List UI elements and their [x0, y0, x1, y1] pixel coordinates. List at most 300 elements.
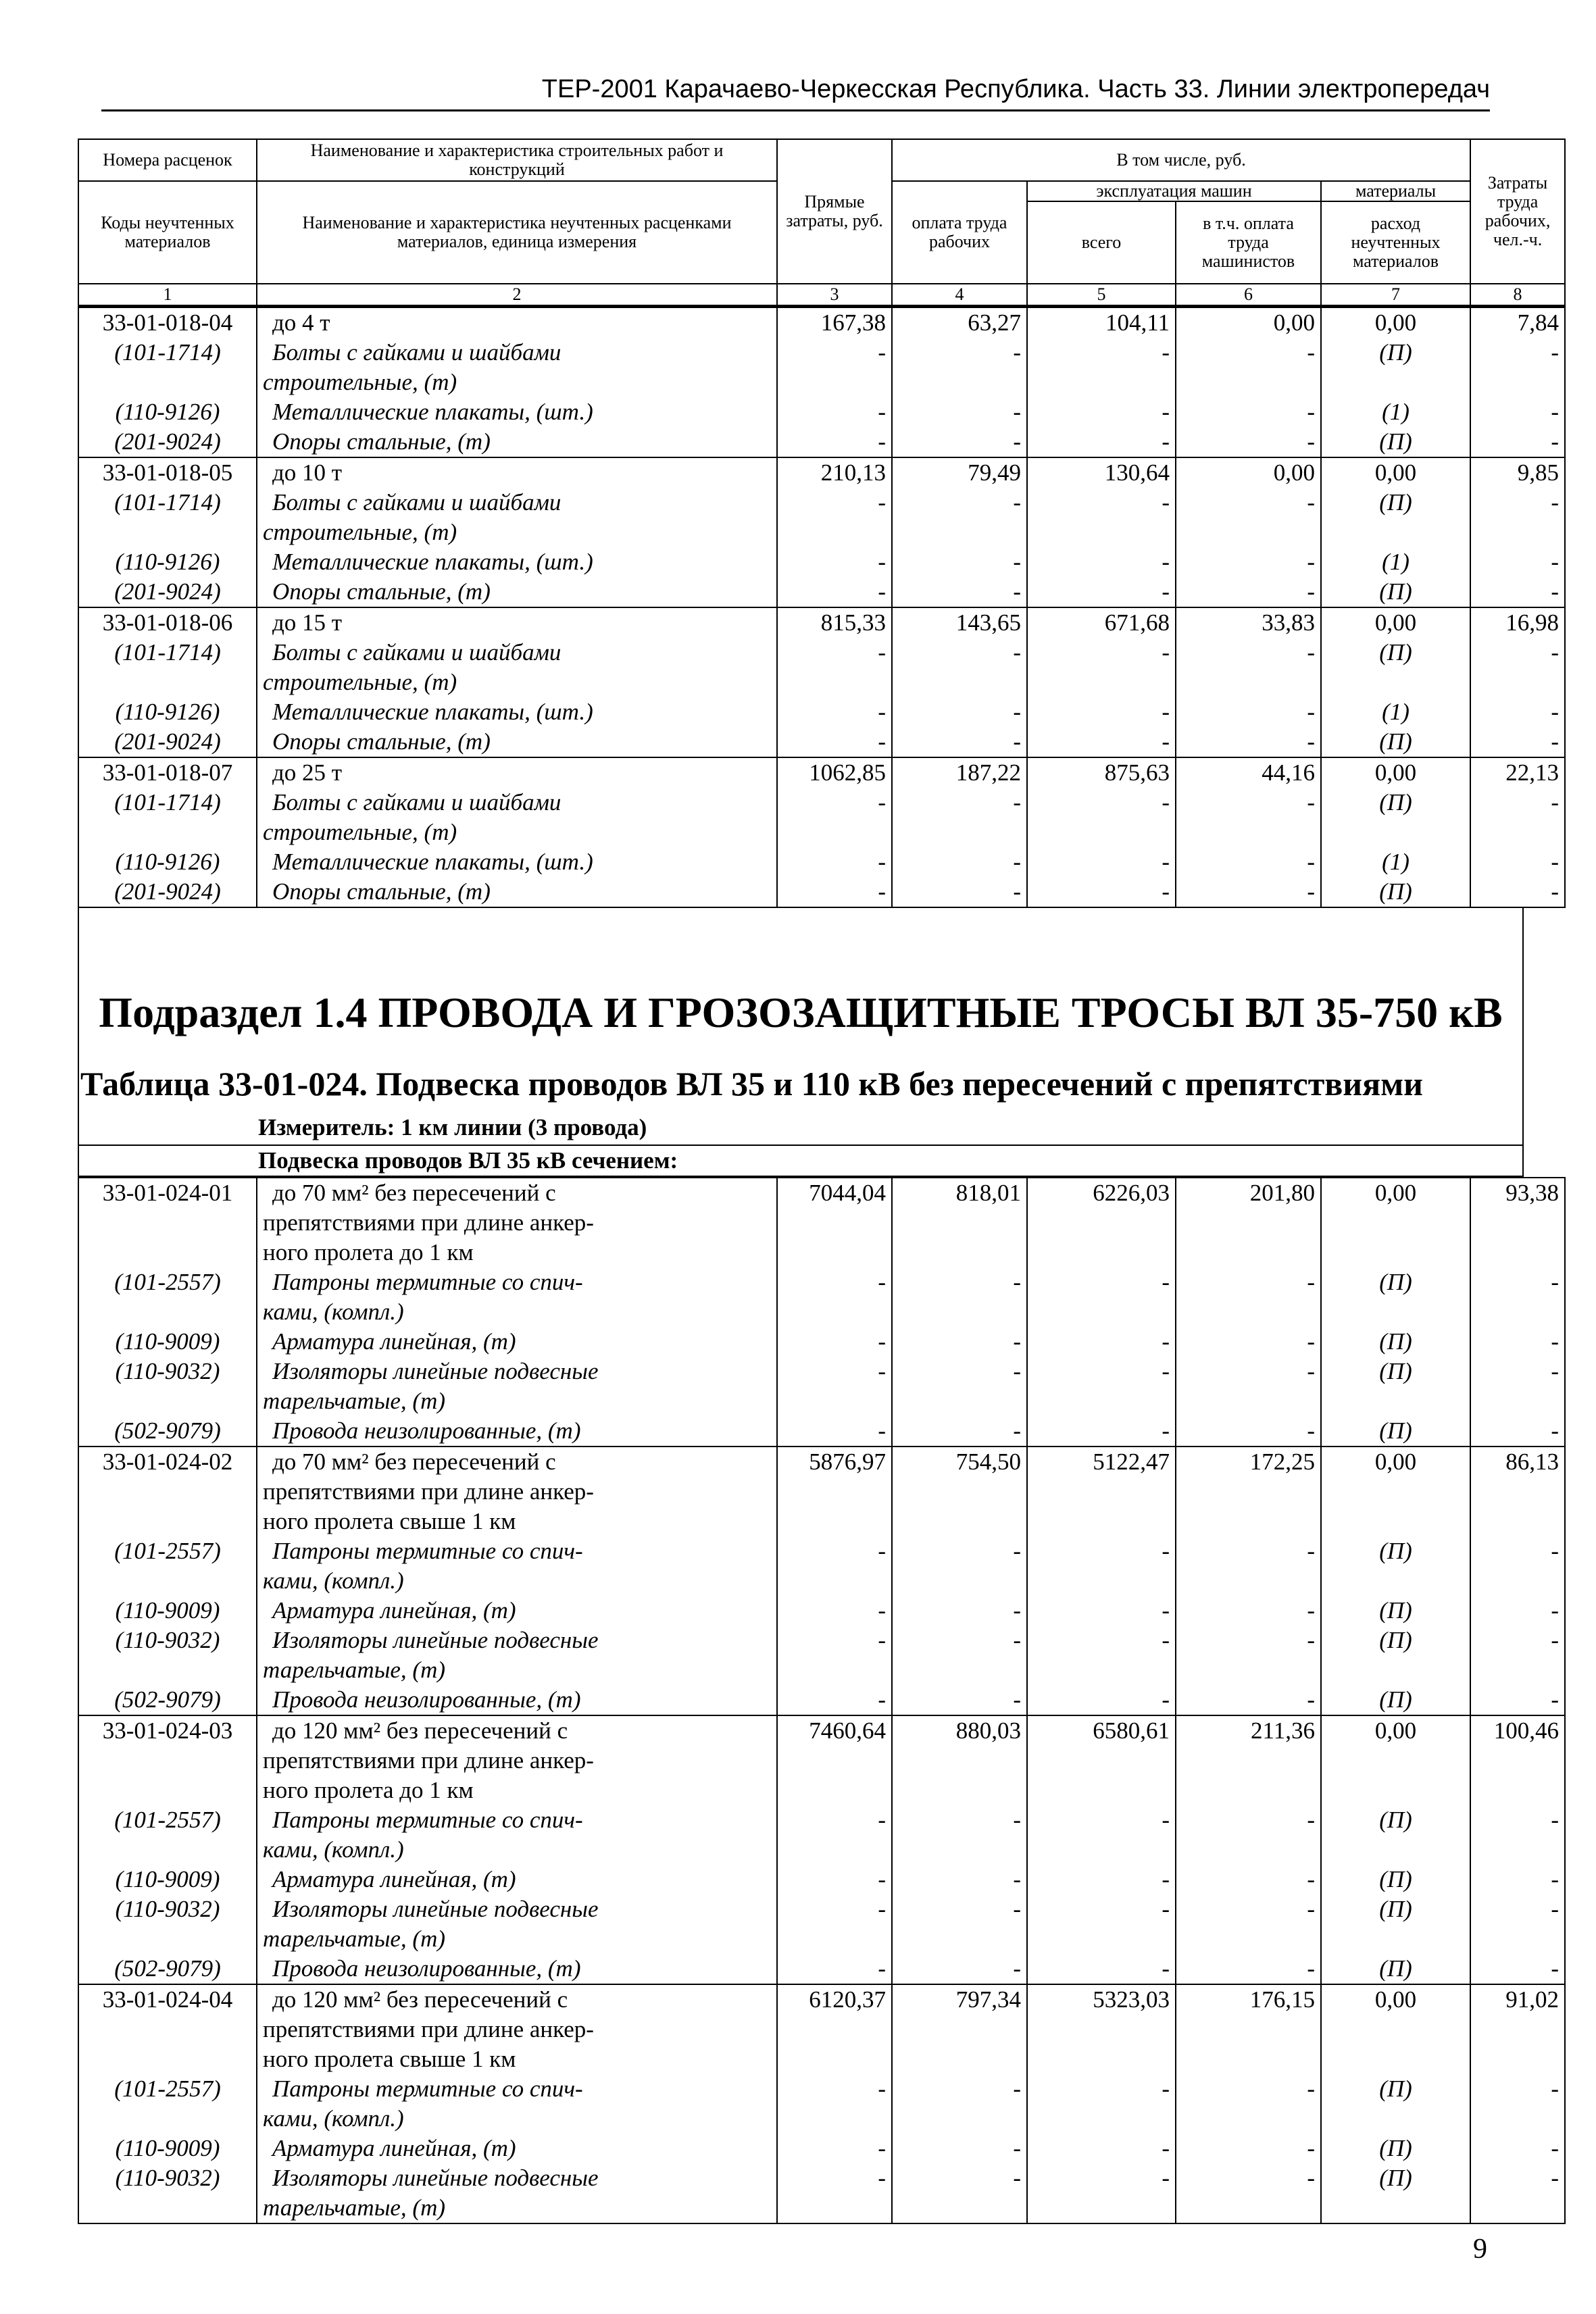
material-value: - [1027, 1626, 1176, 1655]
material-value: - [777, 1805, 892, 1835]
empty-cell [1470, 668, 1565, 697]
material-value: - [892, 547, 1027, 577]
material-code: (110-9126) [78, 697, 257, 727]
material-name: Металлические плакаты, (шт.) [257, 847, 777, 877]
rate-name: до 70 мм² без пересечений с [257, 1447, 777, 1477]
empty-cell [1321, 1386, 1470, 1416]
material-value: - [777, 1954, 892, 1984]
rate-name-cont: препятствиями при длине анкер- [257, 1477, 777, 1507]
material-value: - [777, 338, 892, 368]
empty-cell [1027, 1776, 1176, 1805]
material-code: (201-9024) [78, 577, 257, 607]
machinists-pay: 0,00 [1176, 457, 1321, 488]
labor-hours: 91,02 [1470, 1984, 1565, 2015]
material-name-cont: строительные, (т) [257, 518, 777, 547]
material-value: (П) [1321, 577, 1470, 607]
rate-code: 33-01-024-04 [78, 1984, 257, 2015]
material-code: (110-9126) [78, 397, 257, 427]
empty-cell [777, 368, 892, 397]
material-value: - [1470, 1626, 1565, 1655]
empty-cell [78, 1507, 257, 1536]
material-value: - [1027, 788, 1176, 818]
rate-code: 33-01-018-05 [78, 457, 257, 488]
material-value: - [892, 727, 1027, 757]
material-name: Металлические плакаты, (шт.) [257, 547, 777, 577]
materials-consumption: 0,00 [1321, 1715, 1470, 1746]
workers-pay: 143,65 [892, 607, 1027, 638]
col-header-workers-pay: оплата труда рабочих [892, 181, 1027, 284]
direct-costs: 815,33 [777, 607, 892, 638]
empty-cell [78, 2015, 257, 2044]
material-value: - [1470, 847, 1565, 877]
material-value: - [1027, 1954, 1176, 1984]
rate-name-cont: препятствиями при длине анкер- [257, 2015, 777, 2044]
empty-cell [78, 1835, 257, 1865]
col-header-works: Наименование и характеристика строительных работ и конструкций [257, 139, 777, 181]
machinists-pay: 0,00 [1176, 307, 1321, 338]
material-value: - [1470, 1327, 1565, 1357]
material-value: - [892, 1596, 1027, 1626]
material-value: (П) [1321, 1626, 1470, 1655]
rate-code: 33-01-024-02 [78, 1447, 257, 1477]
material-value: (П) [1321, 1416, 1470, 1447]
empty-cell [1176, 1297, 1321, 1327]
material-name-cont: ками, (компл.) [257, 1835, 777, 1865]
empty-cell [892, 1835, 1027, 1865]
empty-cell [78, 1746, 257, 1776]
machinists-pay: 176,15 [1176, 1984, 1321, 2015]
rate-name: до 15 т [257, 607, 777, 638]
empty-cell [1321, 1746, 1470, 1776]
empty-cell [1321, 1776, 1470, 1805]
rate-name: до 4 т [257, 307, 777, 338]
material-value: - [1176, 697, 1321, 727]
header-rule [101, 109, 1490, 111]
labor-hours: 100,46 [1470, 1715, 1565, 1746]
machines-total: 104,11 [1027, 307, 1176, 338]
empty-cell [892, 818, 1027, 847]
material-value: - [892, 847, 1027, 877]
empty-cell [892, 1776, 1027, 1805]
material-value: - [1470, 427, 1565, 457]
material-value: - [892, 1416, 1027, 1447]
empty-cell [1027, 2193, 1176, 2223]
material-value: - [1027, 1416, 1176, 1447]
labor-hours: 16,98 [1470, 607, 1565, 638]
material-value: - [777, 427, 892, 457]
materials-consumption: 0,00 [1321, 1447, 1470, 1477]
material-value: - [892, 877, 1027, 907]
material-value: (П) [1321, 1805, 1470, 1835]
empty-cell [892, 668, 1027, 697]
empty-cell [1027, 518, 1176, 547]
material-code: (101-1714) [78, 488, 257, 518]
empty-cell [1470, 1477, 1565, 1507]
empty-cell [1321, 2015, 1470, 2044]
material-name: Изоляторы линейные подвесные [257, 1357, 777, 1386]
material-value: - [1027, 2134, 1176, 2163]
empty-cell [892, 1655, 1027, 1685]
empty-cell [1470, 1924, 1565, 1954]
page-number: 9 [1473, 2234, 1487, 2265]
material-name: Изоляторы линейные подвесные [257, 2163, 777, 2193]
material-value: - [777, 697, 892, 727]
rate-name-cont: ного пролета свыше 1 км [257, 2044, 777, 2074]
section-title: Подраздел 1.4 ПРОВОДА И ГРОЗОЗАЩИТНЫЕ ТРОСЫ ВЛ 35-750 кВ [99, 988, 1503, 1036]
direct-costs: 6120,37 [777, 1984, 892, 2015]
machinists-pay: 172,25 [1176, 1447, 1321, 1477]
material-name-cont: тарельчатые, (т) [257, 1655, 777, 1685]
empty-cell [1027, 1746, 1176, 1776]
empty-cell [1321, 2104, 1470, 2134]
material-name: Провода неизолированные, (т) [257, 1685, 777, 1715]
empty-cell [892, 1924, 1027, 1954]
material-code: (101-1714) [78, 338, 257, 368]
material-value: - [777, 727, 892, 757]
material-value: - [1027, 697, 1176, 727]
material-code: (110-9032) [78, 1894, 257, 1924]
empty-cell [892, 1566, 1027, 1596]
direct-costs: 167,38 [777, 307, 892, 338]
table-subheader: Подвеска проводов ВЛ 35 кВ сечением: [78, 1146, 1524, 1177]
material-value: (П) [1321, 877, 1470, 907]
empty-cell [1027, 1507, 1176, 1536]
empty-cell [1321, 1507, 1470, 1536]
material-name: Изоляторы линейные подвесные [257, 1626, 777, 1655]
rate-code: 33-01-018-06 [78, 607, 257, 638]
material-value: - [1176, 847, 1321, 877]
section-heading [78, 908, 1524, 1057]
material-value: (П) [1321, 338, 1470, 368]
material-value: - [892, 1626, 1027, 1655]
material-value: - [892, 788, 1027, 818]
empty-cell [1027, 368, 1176, 397]
rate-name: до 120 мм² без пересечений с [257, 1984, 777, 2015]
empty-cell [78, 1477, 257, 1507]
workers-pay: 880,03 [892, 1715, 1027, 1746]
material-value: - [1470, 1536, 1565, 1566]
material-code: (502-9079) [78, 1954, 257, 1984]
rate-code: 33-01-018-07 [78, 757, 257, 788]
empty-cell [1176, 1386, 1321, 1416]
material-code: (110-9126) [78, 847, 257, 877]
material-value: (П) [1321, 727, 1470, 757]
material-name: Опоры стальные, (т) [257, 877, 777, 907]
material-value: - [892, 1865, 1027, 1894]
material-value: - [892, 2134, 1027, 2163]
empty-cell [1470, 2044, 1565, 2074]
col-header-unaccounted-materials: расход неучтенных материалов [1321, 201, 1470, 284]
empty-cell [1176, 1238, 1321, 1267]
material-value: - [1470, 2074, 1565, 2104]
workers-pay: 79,49 [892, 457, 1027, 488]
material-value: - [892, 1894, 1027, 1924]
material-value: - [1470, 877, 1565, 907]
empty-cell [1176, 1477, 1321, 1507]
direct-costs: 1062,85 [777, 757, 892, 788]
rate-name: до 10 т [257, 457, 777, 488]
material-name-cont: тарельчатые, (т) [257, 1924, 777, 1954]
material-value: - [892, 697, 1027, 727]
machines-total: 6226,03 [1027, 1178, 1176, 1208]
material-value: - [1470, 697, 1565, 727]
material-value: - [1027, 1685, 1176, 1715]
empty-cell [1176, 1924, 1321, 1954]
empty-cell [1470, 1208, 1565, 1238]
material-value: - [892, 1267, 1027, 1297]
empty-cell [1470, 818, 1565, 847]
material-name-cont: ками, (компл.) [257, 2104, 777, 2134]
rate-name: до 70 мм² без пересечений с [257, 1178, 777, 1208]
material-value: - [1176, 1327, 1321, 1357]
material-value: - [1176, 1954, 1321, 1984]
labor-hours: 93,38 [1470, 1178, 1565, 1208]
material-value: - [1027, 547, 1176, 577]
machines-total: 6580,61 [1027, 1715, 1176, 1746]
empty-cell [1027, 1208, 1176, 1238]
empty-cell [1321, 518, 1470, 547]
material-value: - [1027, 1327, 1176, 1357]
material-value: (П) [1321, 488, 1470, 518]
empty-cell [892, 1238, 1027, 1267]
material-value: - [892, 427, 1027, 457]
empty-cell [1321, 2193, 1470, 2223]
material-value: (П) [1321, 1327, 1470, 1357]
empty-cell [1027, 1386, 1176, 1416]
materials-consumption: 0,00 [1321, 457, 1470, 488]
empty-cell [1321, 368, 1470, 397]
material-value: (П) [1321, 427, 1470, 457]
material-code: (110-9009) [78, 1596, 257, 1626]
material-value: - [1470, 727, 1565, 757]
empty-cell [78, 2104, 257, 2134]
material-code: (101-2557) [78, 1805, 257, 1835]
material-value: - [1176, 1357, 1321, 1386]
empty-cell [1027, 1924, 1176, 1954]
col-header-labor: Затраты труда рабочих, чел.-ч. [1470, 139, 1565, 284]
material-name: Провода неизолированные, (т) [257, 1416, 777, 1447]
material-value: (П) [1321, 2074, 1470, 2104]
col-header-machinists-pay: в т.ч. оплата труда машинистов [1176, 201, 1321, 284]
empty-cell [1176, 1566, 1321, 1596]
material-code: (502-9079) [78, 1416, 257, 1447]
material-value: - [1027, 1865, 1176, 1894]
materials-consumption: 0,00 [1321, 607, 1470, 638]
material-value: - [777, 877, 892, 907]
empty-cell [1176, 2193, 1321, 2223]
material-name: Металлические плакаты, (шт.) [257, 397, 777, 427]
material-value: (П) [1321, 638, 1470, 668]
material-name: Патроны термитные со спич- [257, 1805, 777, 1835]
empty-cell [892, 1507, 1027, 1536]
empty-cell [777, 2015, 892, 2044]
empty-cell [1321, 1477, 1470, 1507]
material-value: - [1470, 2134, 1565, 2163]
material-value: - [892, 2074, 1027, 2104]
material-value: (П) [1321, 1357, 1470, 1386]
empty-cell [1027, 1835, 1176, 1865]
material-value: - [1470, 1416, 1565, 1447]
material-value: - [1470, 488, 1565, 518]
material-value: - [1470, 1865, 1565, 1894]
material-value: - [1176, 2134, 1321, 2163]
material-value: - [777, 847, 892, 877]
material-code: (110-9009) [78, 2134, 257, 2163]
col-header-group: В том числе, руб. [892, 139, 1470, 181]
machinists-pay: 211,36 [1176, 1715, 1321, 1746]
material-value: - [777, 2134, 892, 2163]
material-value: - [1027, 577, 1176, 607]
material-value: - [1027, 877, 1176, 907]
empty-cell [1027, 668, 1176, 697]
material-value: - [1176, 338, 1321, 368]
material-name: Болты с гайками и шайбами [257, 788, 777, 818]
material-code: (201-9024) [78, 727, 257, 757]
material-code: (201-9024) [78, 877, 257, 907]
empty-cell [1321, 2044, 1470, 2074]
material-value: (П) [1321, 1954, 1470, 1984]
empty-cell [1176, 1835, 1321, 1865]
material-code: (101-1714) [78, 788, 257, 818]
machines-total: 130,64 [1027, 457, 1176, 488]
workers-pay: 63,27 [892, 307, 1027, 338]
material-value: - [1176, 1685, 1321, 1715]
material-value: - [777, 2163, 892, 2193]
empty-cell [1176, 1746, 1321, 1776]
material-name: Болты с гайками и шайбами [257, 488, 777, 518]
empty-cell [1321, 668, 1470, 697]
empty-cell [777, 818, 892, 847]
material-value: - [892, 1805, 1027, 1835]
empty-cell [78, 518, 257, 547]
material-value: - [1027, 2074, 1176, 2104]
materials-consumption: 0,00 [1321, 307, 1470, 338]
material-value: - [1027, 1357, 1176, 1386]
empty-cell [892, 368, 1027, 397]
material-value: (П) [1321, 1536, 1470, 1566]
material-value: - [1470, 1267, 1565, 1297]
col-number: 6 [1176, 284, 1321, 306]
machinists-pay: 44,16 [1176, 757, 1321, 788]
material-value: - [1470, 577, 1565, 607]
empty-cell [1176, 1208, 1321, 1238]
empty-cell [1470, 2015, 1565, 2044]
col-number: 8 [1470, 284, 1565, 306]
col-number: 1 [78, 284, 257, 306]
empty-cell [892, 2015, 1027, 2044]
material-name: Болты с гайками и шайбами [257, 638, 777, 668]
material-value: - [777, 1536, 892, 1566]
material-code: (110-9032) [78, 1626, 257, 1655]
material-value: - [1470, 547, 1565, 577]
rate-name: до 25 т [257, 757, 777, 788]
empty-cell [1470, 2104, 1565, 2134]
material-code: (101-2557) [78, 2074, 257, 2104]
empty-cell [1176, 2015, 1321, 2044]
material-value: - [777, 1357, 892, 1386]
material-value: - [1176, 1894, 1321, 1924]
workers-pay: 818,01 [892, 1178, 1027, 1208]
material-value: - [892, 488, 1027, 518]
col-header-material-codes: Коды неучтенных материалов [78, 181, 257, 284]
empty-cell [1470, 368, 1565, 397]
material-value: - [892, 1536, 1027, 1566]
empty-cell [777, 518, 892, 547]
rates-table-024 [78, 1177, 1566, 2224]
materials-consumption: 0,00 [1321, 757, 1470, 788]
empty-cell [78, 1655, 257, 1685]
column-header-table [78, 139, 1566, 307]
empty-cell [1176, 2044, 1321, 2074]
empty-cell [1321, 1655, 1470, 1685]
material-value: - [892, 1954, 1027, 1984]
material-value: - [1176, 2163, 1321, 2193]
material-value: - [1027, 727, 1176, 757]
material-value: - [1176, 1416, 1321, 1447]
machines-total: 671,68 [1027, 607, 1176, 638]
material-value: - [1027, 2163, 1176, 2193]
material-value: (П) [1321, 2134, 1470, 2163]
material-value: (П) [1321, 1685, 1470, 1715]
material-value: - [1470, 638, 1565, 668]
empty-cell [1027, 1477, 1176, 1507]
workers-pay: 797,34 [892, 1984, 1027, 2015]
material-value: - [777, 1267, 892, 1297]
material-value: - [1027, 1536, 1176, 1566]
empty-cell [1176, 818, 1321, 847]
empty-cell [892, 518, 1027, 547]
material-value: - [1176, 788, 1321, 818]
material-value: (П) [1321, 1865, 1470, 1894]
empty-cell [78, 1566, 257, 1596]
empty-cell [892, 1386, 1027, 1416]
empty-cell [78, 1297, 257, 1327]
material-value: - [1176, 397, 1321, 427]
material-name: Арматура линейная, (т) [257, 2134, 777, 2163]
col-number: 7 [1321, 284, 1470, 306]
empty-cell [78, 668, 257, 697]
material-name: Патроны термитные со спич- [257, 1267, 777, 1297]
empty-cell [78, 1238, 257, 1267]
rate-name-cont: препятствиями при длине анкер- [257, 1746, 777, 1776]
material-name: Болты с гайками и шайбами [257, 338, 777, 368]
material-value: - [1176, 1596, 1321, 1626]
empty-cell [892, 2193, 1027, 2223]
material-value: - [1176, 638, 1321, 668]
empty-cell [777, 1924, 892, 1954]
material-value: - [1027, 1894, 1176, 1924]
material-value: - [1470, 1357, 1565, 1386]
rate-name-cont: ного пролета до 1 км [257, 1238, 777, 1267]
material-value: - [1470, 1805, 1565, 1835]
material-value: (П) [1321, 1596, 1470, 1626]
material-name: Арматура линейная, (т) [257, 1596, 777, 1626]
empty-cell [1470, 1386, 1565, 1416]
empty-cell [78, 2044, 257, 2074]
material-name: Металлические плакаты, (шт.) [257, 697, 777, 727]
material-value: - [892, 638, 1027, 668]
empty-cell [1321, 1835, 1470, 1865]
table-measure: Измеритель: 1 км линии (3 провода) [78, 1111, 1524, 1146]
material-name-cont: ками, (компл.) [257, 1297, 777, 1327]
empty-cell [1470, 1566, 1565, 1596]
empty-cell [1470, 1655, 1565, 1685]
col-number: 5 [1027, 284, 1176, 306]
running-header: ТЕР-2001 Карачаево-Черкесская Республика. Часть 33. Линии электропередач [541, 75, 1490, 103]
material-value: - [892, 1357, 1027, 1386]
empty-cell [892, 1477, 1027, 1507]
material-code: (110-9032) [78, 1357, 257, 1386]
